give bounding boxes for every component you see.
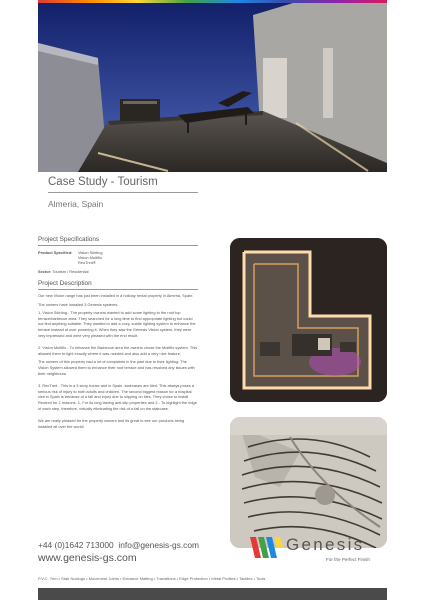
description-paragraph: Our new Vision range has just been installed in a holiday rental property in Almeria, Spain. [38, 293, 194, 298]
specifications-heading: Project Specifications [38, 236, 198, 246]
left-column [38, 236, 198, 429]
website-link[interactable]: www.genesis-gs.com [38, 552, 137, 564]
page-title: Case Study - Tourism [48, 176, 158, 188]
hero-photo-terrace [38, 3, 387, 172]
brand-name: Genesis [286, 535, 365, 554]
aerial-illustration [230, 238, 387, 402]
product-specified-row [38, 250, 198, 265]
staircase-illustration [230, 417, 387, 548]
terrace-illustration [38, 3, 387, 172]
brand-tagline: For the Perfect Finish [326, 557, 370, 562]
contact-block [38, 540, 258, 564]
description-paragraph: 2. Vision Multiflo - To enhance the Barbecue area the owners chose the Multiflo system. This allowed them to light exactly where it was needed and also add a very nice feature. [38, 345, 198, 356]
contact-line [38, 540, 258, 550]
photo-staircase [230, 417, 387, 548]
product-categories-line: P.V.C. Trim • Stair Nosings • Movement Joints • Entrance Matting • Transitions • Edge Protection • Metal Profiles • Tactiles • Tools [38, 576, 266, 581]
description-paragraph: The owners have installed 3 Genesis systems: [38, 301, 119, 307]
description-paragraph: We are really pleased for the property owners and its great to see our products being installed all over the world! [38, 418, 185, 429]
sector-value: Tourism / Residential [52, 269, 89, 274]
product-list [78, 250, 103, 265]
description-heading: Project Description [38, 280, 198, 290]
title-block [48, 176, 198, 209]
product-item: Vision Skirting [78, 250, 103, 255]
location-subtitle: Almeria, Spain [48, 199, 104, 209]
footer-bar [38, 588, 387, 600]
genesis-logo [248, 534, 388, 570]
description-paragraph: 3. ReoTred - This is a 3 story house and in Spain, staircases are tiled. This always poses a serious risk of injury to both adults and children. The second biggest reason for a hospital visit in Spain is because of a fall and injury due to slipping on tiles. They chose to install Reotred for 2 reasons. 1- For its long lasting anti-slip properties and 2 - To highlight the edge of each step, therefore, virtually eliminating the risk of a fall on the staircase. [38, 383, 197, 411]
sector-row [38, 269, 198, 274]
title-divider [48, 192, 198, 193]
description-paragraph: 1. Vision Skirting - The property owners wanted to add some lighting to the roof top terrace/barbecue area. They searched for a long time to find appropriate lighting but could not find anything suitable. They wanted to add a cozy, subtle lighting system to enhance the terrace instead of over powering it. When they saw the Genesis Vision system, they were very impressed and were very pleased with the end result. [38, 310, 196, 338]
description-body [38, 293, 198, 429]
logo-stripes-icon [248, 534, 284, 560]
sector-label: Sector: [38, 269, 52, 274]
product-item: Vision Multiflo [78, 255, 102, 260]
photo-terrace-aerial [230, 238, 387, 402]
email-address[interactable]: info@genesis-gs.com [118, 540, 199, 550]
product-item: ReoTred® [78, 260, 96, 265]
product-specified-label: Product Specified: [38, 250, 73, 255]
phone-number[interactable]: +44 (0)1642 713000 [38, 540, 114, 550]
description-paragraph: The owners of this property had a lot of complaints in the past due to their lighting. The Vision System allowed them to enhance their roof terrace and has resolved any issues with their neighbours. [38, 359, 195, 376]
